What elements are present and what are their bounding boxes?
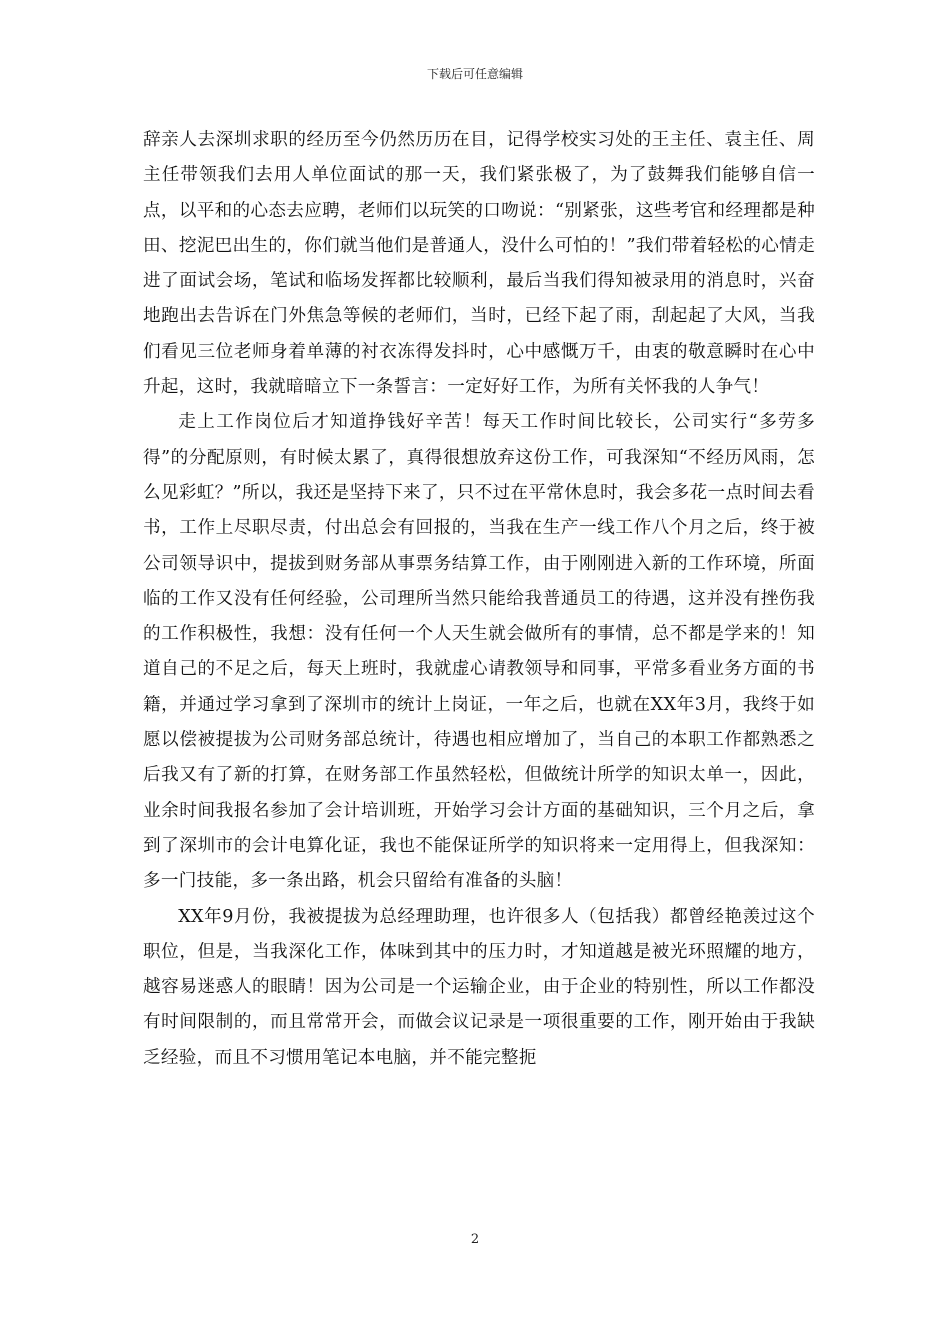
paragraph-3: XX年9月份，我被提拔为总经理助理，也许很多人（包括我）都曾经艳羡过这个职位，但是，当我深化工作，体味到其中的压力时，才知道越是被光环照耀的地方，越容易迷惑人的眼睛！因为公司是一个运输企业，由于企业的特别性，所以工作都没有时间限制的，而且常常开会，而做会议记录是一项很重要的工作，刚开始由于我缺乏经验，而且不习惯用笔记本电脑，并不能完整扼	[143, 906, 815, 1068]
document-body	[143, 123, 815, 1076]
page-number: 2	[470, 1232, 480, 1247]
paragraph-1: 辞亲人去深圳求职的经历至今仍然历历在目，记得学校实习处的王主任、袁主任、周主任带领我们去用人单位面试的那一天，我们紧张极了，为了鼓舞我们能够自信一点，以平和的心态去应聘，老师们以玩笑的口吻说：“别紧张，这些考官和经理都是种田、挖泥巴出生的，你们就当他们是普通人，没什么可怕的！”我们带着轻松的心情走进了面试会场，笔试和临场发挥都比较顺利，最后当我们得知被录用的消息时，兴奋地跑出去告诉在门外焦急等候的老师们，当时，已经下起了雨，刮起起了大风，当我们看见三位老师身着单薄的衬衣冻得发抖时，心中感慨万千，由衷的敬意瞬时在心中升起，这时，我就暗暗立下一条誓言：一定好好工作，为所有关怀我的人争气！	[143, 130, 815, 398]
paragraph-2: 走上工作岗位后才知道挣钱好辛苦！每天工作时间比较长，公司实行“多劳多得”的分配原则，有时候太累了，真得很想放弃这份工作，可我深知“不经历风雨，怎么见彩虹？”所以，我还是坚持下来了，只不过在平常休息时，我会多花一点时间去看书，工作上尽职尽责，付出总会有回报的，当我在生产一线工作八个月之后，终于被公司领导识中，提拔到财务部从事票务结算工作，由于刚刚进入新的工作环境，所面临的工作又没有任何经验，公司理所当然只能给我普通员工的待遇，这并没有挫伤我的工作积极性，我想：没有任何一个人天生就会做所有的事情，总不都是学来的！知道自己的不足之后，每天上班时，我就虚心请教领导和同事，平常多看业务方面的书籍，并通过学习拿到了深圳市的统计上岗证，一年之后，也就在XX年3月，我终于如愿以偿被提拔为公司财务部总统计，待遇也相应增加了，当自己的本职工作都熟悉之后我又有了新的打算，在财务部工作虽然轻松，但做统计所学的知识太单一，因此，业余时间我报名参加了会计培训班，开始学习会计方面的基础知识，三个月之后，拿到了深圳市的会计电算化证，我也不能保证所学的知识将来一定用得上，但我深知：多一门技能，多一条出路，机会只留给有准备的头脑！	[143, 412, 815, 892]
page-header: 下载后可任意编辑	[426, 67, 523, 81]
